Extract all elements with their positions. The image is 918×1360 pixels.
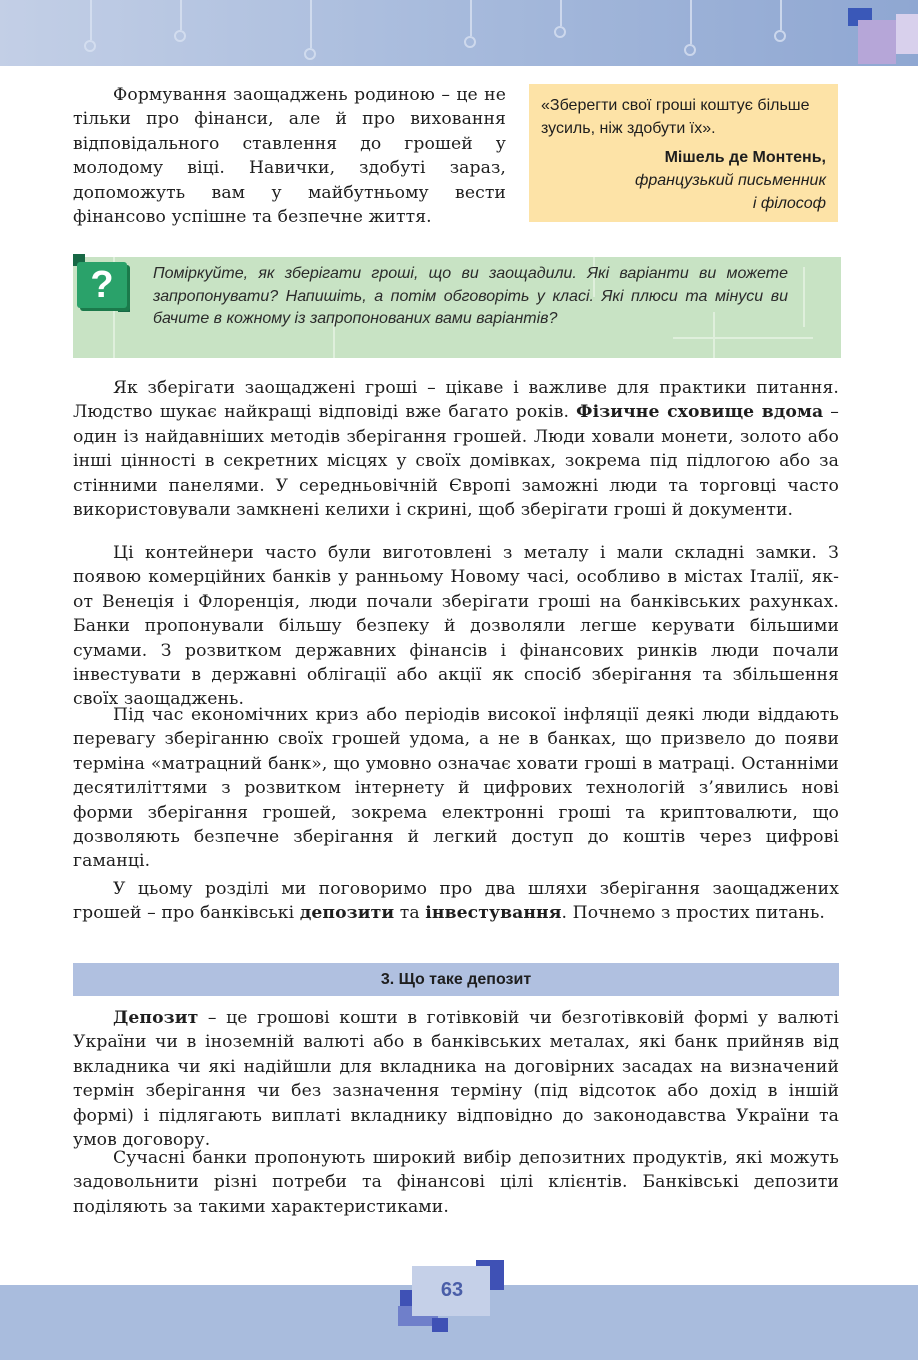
question-mark-icon: ? bbox=[77, 262, 127, 308]
circuit-line bbox=[180, 0, 182, 30]
quote-author-role: французький письменник і філософ bbox=[635, 172, 826, 212]
body-p4-term-deposits: депозити bbox=[299, 903, 395, 924]
section-heading: 3. Що таке депозит bbox=[73, 963, 839, 996]
body-p4-start: У цьому розділі ми поговоримо про два шляхи зберігання заощаджених грошей – про банківські bbox=[73, 879, 839, 924]
header-banner bbox=[0, 0, 918, 66]
body-p1-start: Як зберігати заощаджені гроші – цікаве і важливе для практики питання. Людство шукає найкращі відповіді вже багато років. bbox=[73, 378, 839, 423]
decor-square bbox=[432, 1318, 448, 1332]
body-p4-mid: та bbox=[394, 903, 426, 924]
deposit-definition bbox=[73, 1006, 839, 1152]
deposit-term: Депозит bbox=[113, 1008, 199, 1028]
page-number: 63 bbox=[440, 1279, 464, 1301]
circuit-line bbox=[310, 0, 312, 48]
quote-author: Мішель де Монтень, bbox=[664, 149, 826, 166]
body-paragraph-1 bbox=[73, 376, 839, 522]
deposit-paragraph-2: Сучасні банки пропонують широкий вибір депозитних продуктів, які можуть задовольнити різні потреби та фінансові цілі клієнтів. Банківські депозити поділяють за такими характеристиками. bbox=[73, 1148, 839, 1217]
quote-text: «Зберегти свої гроші коштує більше зусиль, ніж здобути їх». bbox=[541, 97, 810, 137]
circuit-node bbox=[84, 40, 96, 52]
circuit-node bbox=[174, 30, 186, 42]
body-p1-end: – один із найдавніших методів зберігання грошей. Люди ховали монети, золото або інші цінності в секретних місцях у своїх домівках, зокрема під підлогою або за стінними панелями. У середньовічній Європі заможні люди та торговці часто використовували замкнені келихи і скрині, щоб зберігати гроші й документи. bbox=[73, 402, 839, 521]
circuit-line bbox=[560, 0, 562, 26]
quote-box bbox=[529, 84, 838, 222]
body-paragraph-2: Ці контейнери часто були виготовлені з металу і мали складні замки. З появою комерційних банків у ранньому Новому часі, особливо в містах Італії, як-от Венеція і Флоренція, люди почали зберігати гроші на банківських рахунках. Банки пропонували більшу безпеку й дозволяли легше керувати більшими сумами. З розвитком державних фінансів і фінансових ринків люди почали інвестувати в державні облігації або акції як спосіб зберігання та збільшення своїх заощаджень. bbox=[73, 543, 839, 710]
think-prompt: Поміркуйте, як зберігати гроші, що ви заощадили. Які варіанти ви можете запропонувати? Напишіть, а потім обговоріть у класі. Які плюси та мінуси ви бачите в кожному із запропонованих вами варіантів? bbox=[153, 265, 788, 327]
body-p4-end: . Почнемо з простих питань. bbox=[561, 903, 825, 924]
deposit-definition-text: – це грошові кошти в готівковій чи безготівковій формі у валюті України чи в іноземній валюті або в банківських металах, які банк прийняв від вкладника чи які надійшли для вкладника на договірних засадах на визначений термін зберігання чи без зазначення терміну (під відсоток або дохід в іншій формі) і підлягають виплаті вкладнику відповідно до законодавства України та умов договору. bbox=[73, 1008, 839, 1151]
body-p4-term-investing: інвестування bbox=[425, 903, 562, 924]
body-p1-term: Фізичне сховище вдома bbox=[576, 402, 824, 423]
circuit-line bbox=[673, 337, 813, 339]
decor-square bbox=[858, 20, 896, 64]
circuit-node bbox=[684, 44, 696, 56]
intro-paragraph: Формування заощаджень родиною – це не тільки про фінанси, але й про виховання відповідального ставлення до грошей у молодому віці. Навички, здобуті зараз, допоможуть вам у майбутньому вести фінансово успішне та безпечне життя. bbox=[73, 85, 506, 228]
circuit-line bbox=[690, 0, 692, 44]
decor-square bbox=[896, 14, 918, 54]
circuit-node bbox=[304, 48, 316, 60]
circuit-node bbox=[774, 30, 786, 42]
body-paragraph-4 bbox=[73, 877, 839, 926]
circuit-node bbox=[464, 36, 476, 48]
circuit-line bbox=[780, 0, 782, 30]
circuit-node bbox=[554, 26, 566, 38]
circuit-line bbox=[90, 0, 92, 40]
body-paragraph-3: Під час економічних криз або періодів високої інфляції деякі люди віддають перевагу зберіганню своїх грошей удома, а не в банках, що призвело до появи терміна «матрацний банк», що умовно означає ховати гроші в матраці. Останніми десятиліттями з розвитком інтернету й цифрових технологій з’явились нові форми зберігання грошей, зокрема електронні гроші та криптовалюти, що дозволяють безпечне зберігання й легкий доступ до коштів через цифрові гаманці. bbox=[73, 705, 839, 872]
circuit-line bbox=[803, 267, 805, 327]
circuit-line bbox=[470, 0, 472, 36]
